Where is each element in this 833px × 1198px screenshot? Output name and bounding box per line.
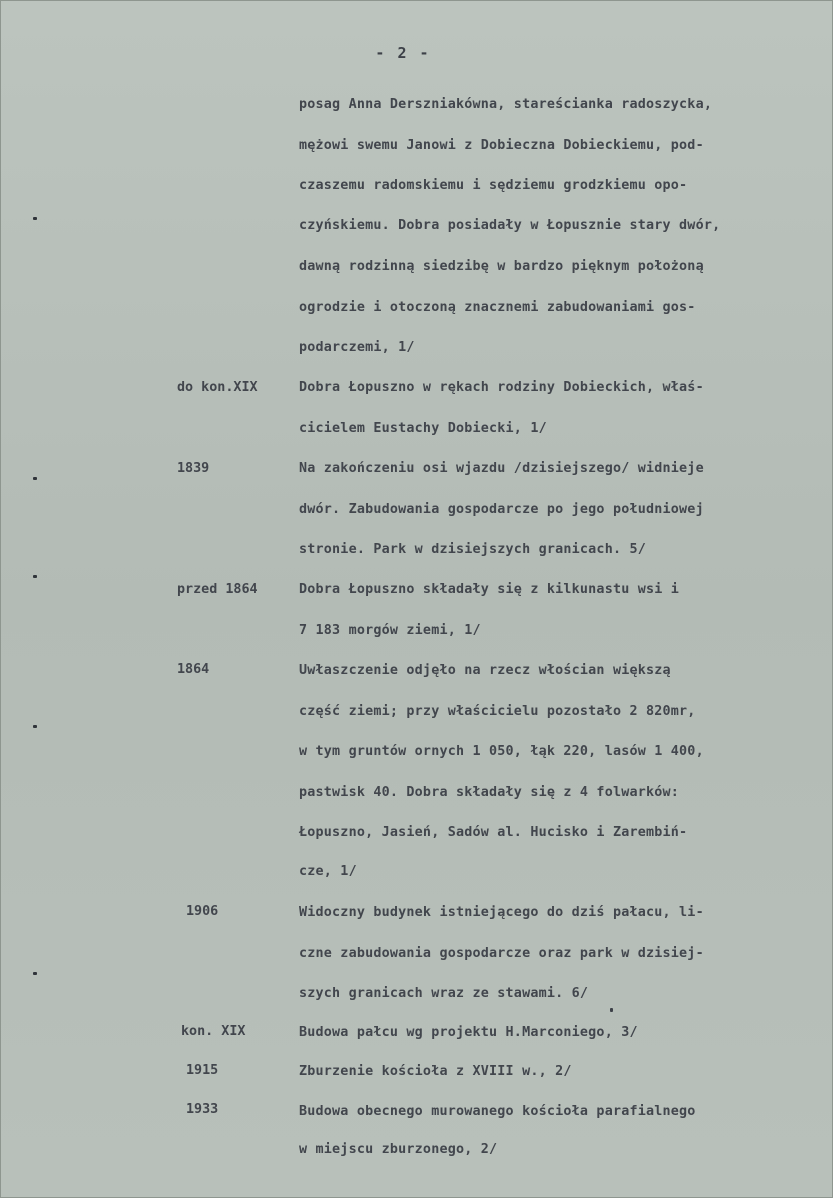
- entry-line: Widoczny budynek istniejącego do dziś pałacu, li-: [299, 905, 704, 920]
- margin-mark: [33, 477, 37, 480]
- page-number: - 2 -: [375, 44, 431, 62]
- margin-mark: [33, 575, 37, 578]
- entry-line: część ziemi; przy właścicielu pozostało 2 820mr,: [299, 704, 696, 719]
- entry-line: Budowa obecnego murowanego kościoła parafialnego: [299, 1104, 696, 1119]
- entry-line: czne zabudowania gospodarcze oraz park w dzisiej-: [299, 946, 704, 961]
- entry-line: w tym gruntów ornych 1 050, łąk 220, lasów 1 400,: [299, 744, 704, 759]
- intro-line: ogrodzie i otoczoną znacznemi zabudowaniami gos-: [299, 300, 696, 315]
- intro-line: mężowi swemu Janowi z Dobieczna Dobieckiemu, pod-: [299, 138, 704, 153]
- intro-line: podarczemi, 1/: [299, 340, 415, 355]
- entry-line: cicielem Eustachy Dobiecki, 1/: [299, 421, 547, 436]
- stray-ink-dot: [610, 1008, 613, 1012]
- entry-date: 1839: [177, 461, 210, 476]
- intro-line: czaszemu radomskiemu i sędziemu grodzkiemu opo-: [299, 178, 688, 193]
- entry-line: 7 183 morgów ziemi, 1/: [299, 623, 481, 638]
- entry-line: Uwłaszczenie odjęło na rzecz włościan większą: [299, 663, 671, 678]
- entry-line: cze, 1/: [299, 864, 357, 879]
- entry-line: Na zakończeniu osi wjazdu /dzisiejszego/ widnieje: [299, 461, 704, 476]
- entry-date: 1915: [186, 1063, 219, 1078]
- entry-line: dwór. Zabudowania gospodarcze po jego południowej: [299, 502, 704, 517]
- entry-date: kon. XIX: [181, 1024, 246, 1039]
- entry-date: 1864: [177, 662, 210, 677]
- entry-line: Dobra Łopuszno w rękach rodziny Dobieckich, właś-: [299, 380, 704, 395]
- entry-line: Zburzenie kościoła z XVIII w., 2/: [299, 1064, 572, 1079]
- intro-line: dawną rodzinną siedzibę w bardzo pięknym położoną: [299, 259, 704, 274]
- margin-mark: [33, 217, 37, 220]
- entry-line: Dobra Łopuszno składały się z kilkunastu wsi i: [299, 582, 680, 597]
- intro-line: posag Anna Derszniakówna, stareścianka radoszycka,: [299, 97, 713, 112]
- entry-line: stronie. Park w dzisiejszych granicach. 5/: [299, 542, 646, 557]
- entry-date: przed 1864: [177, 582, 258, 597]
- entry-date: 1906: [186, 904, 219, 919]
- entry-line: szych granicach wraz ze stawami. 6/: [299, 986, 589, 1001]
- entry-date: 1933: [186, 1102, 219, 1117]
- entry-line: pastwisk 40. Dobra składały się z 4 folwarków:: [299, 785, 680, 800]
- entry-date: do kon.XIX: [177, 380, 258, 395]
- margin-mark: [33, 725, 37, 728]
- entry-line: w miejscu zburzonego, 2/: [299, 1142, 498, 1157]
- margin-mark: [33, 972, 37, 975]
- intro-line: czyńskiemu. Dobra posiadały w Łopusznie stary dwór,: [299, 218, 721, 233]
- entry-line: Budowa pałcu wg projektu H.Marconiego, 3/: [299, 1025, 638, 1040]
- entry-line: Łopuszno, Jasień, Sadów al. Hucisko i Zarembiń-: [299, 825, 688, 840]
